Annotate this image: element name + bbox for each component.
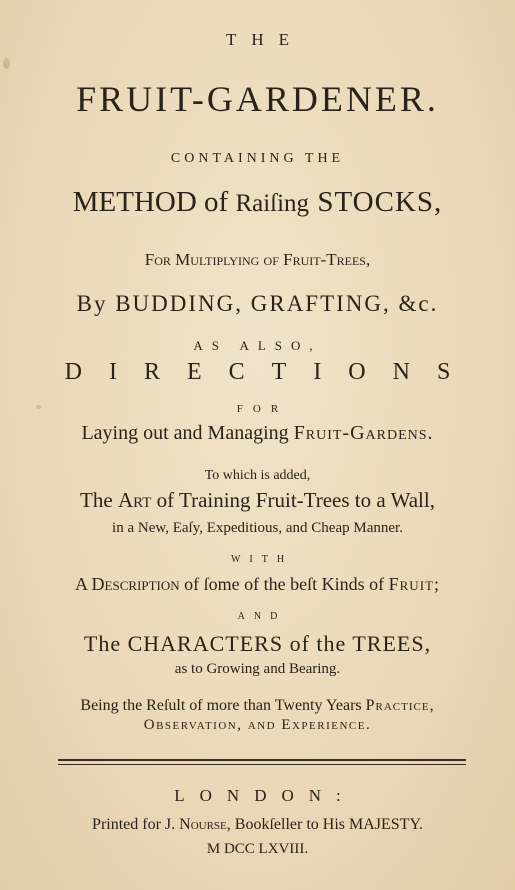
and-line: AND [237, 611, 287, 622]
to-which-line: To which is added, [204, 468, 311, 483]
double-rule-top [58, 759, 466, 761]
fruit-gardens-text: Fruit-Gardens. [293, 422, 434, 444]
laying-text: Laying out and Managing [81, 422, 294, 444]
method-word: METHOD of [72, 186, 236, 218]
description-line [0, 574, 515, 595]
double-rule-bottom [58, 764, 466, 765]
result-text: Being the Reſult of more than Twenty Years [80, 697, 366, 714]
london-line: LONDON: [174, 786, 356, 805]
art-the: The [80, 488, 118, 512]
budding-line: By BUDDING, GRAFTING, &c. [76, 291, 439, 316]
description-text: of ſome of the beſt Kinds of [179, 574, 389, 594]
fruit-word: Fruit; [388, 574, 440, 594]
art-line [0, 488, 515, 513]
bookseller-text: , Bookſeller to His MAJESTY. [226, 816, 423, 833]
result-line [0, 697, 515, 715]
laying-line [0, 422, 515, 445]
characters-line: The CHARACTERS of the TREES, [83, 631, 432, 656]
method-line [0, 186, 515, 219]
containing-line: CONTAINING THE [170, 151, 345, 166]
growing-line: as to Growing and Bearing. [174, 661, 341, 677]
practice-word: Practice, [365, 697, 435, 714]
with-line: WITH [230, 554, 294, 565]
art-word: Art [117, 488, 152, 512]
for-line: FOR [236, 403, 289, 415]
nourse-word: Nourse [179, 816, 227, 833]
observation-line: Observation, and Experience. [143, 717, 372, 733]
new-manner-line: in a New, Eaſy, Expeditious, and Cheap Manner. [112, 520, 403, 536]
title-the: THE [225, 30, 305, 49]
raising-word: Raiſing [235, 190, 310, 217]
date-line: M DCC LXVIII. [206, 841, 309, 857]
printed-text: Printed for J. [92, 816, 180, 833]
multiplying-line: For Multiplying of Fruit-Trees, [144, 250, 371, 269]
as-also-line: AS ALSO, [193, 338, 322, 353]
main-title: FRUIT-GARDENER. [76, 79, 439, 119]
printed-line [0, 816, 515, 834]
directions-line: DIRECTIONS [64, 359, 478, 385]
stocks-word: STOCKS, [309, 186, 443, 218]
foxing-spot [3, 58, 10, 69]
description-word: A Description [75, 574, 180, 594]
art-rest: of Training Fruit-Trees to a Wall, [151, 488, 435, 512]
